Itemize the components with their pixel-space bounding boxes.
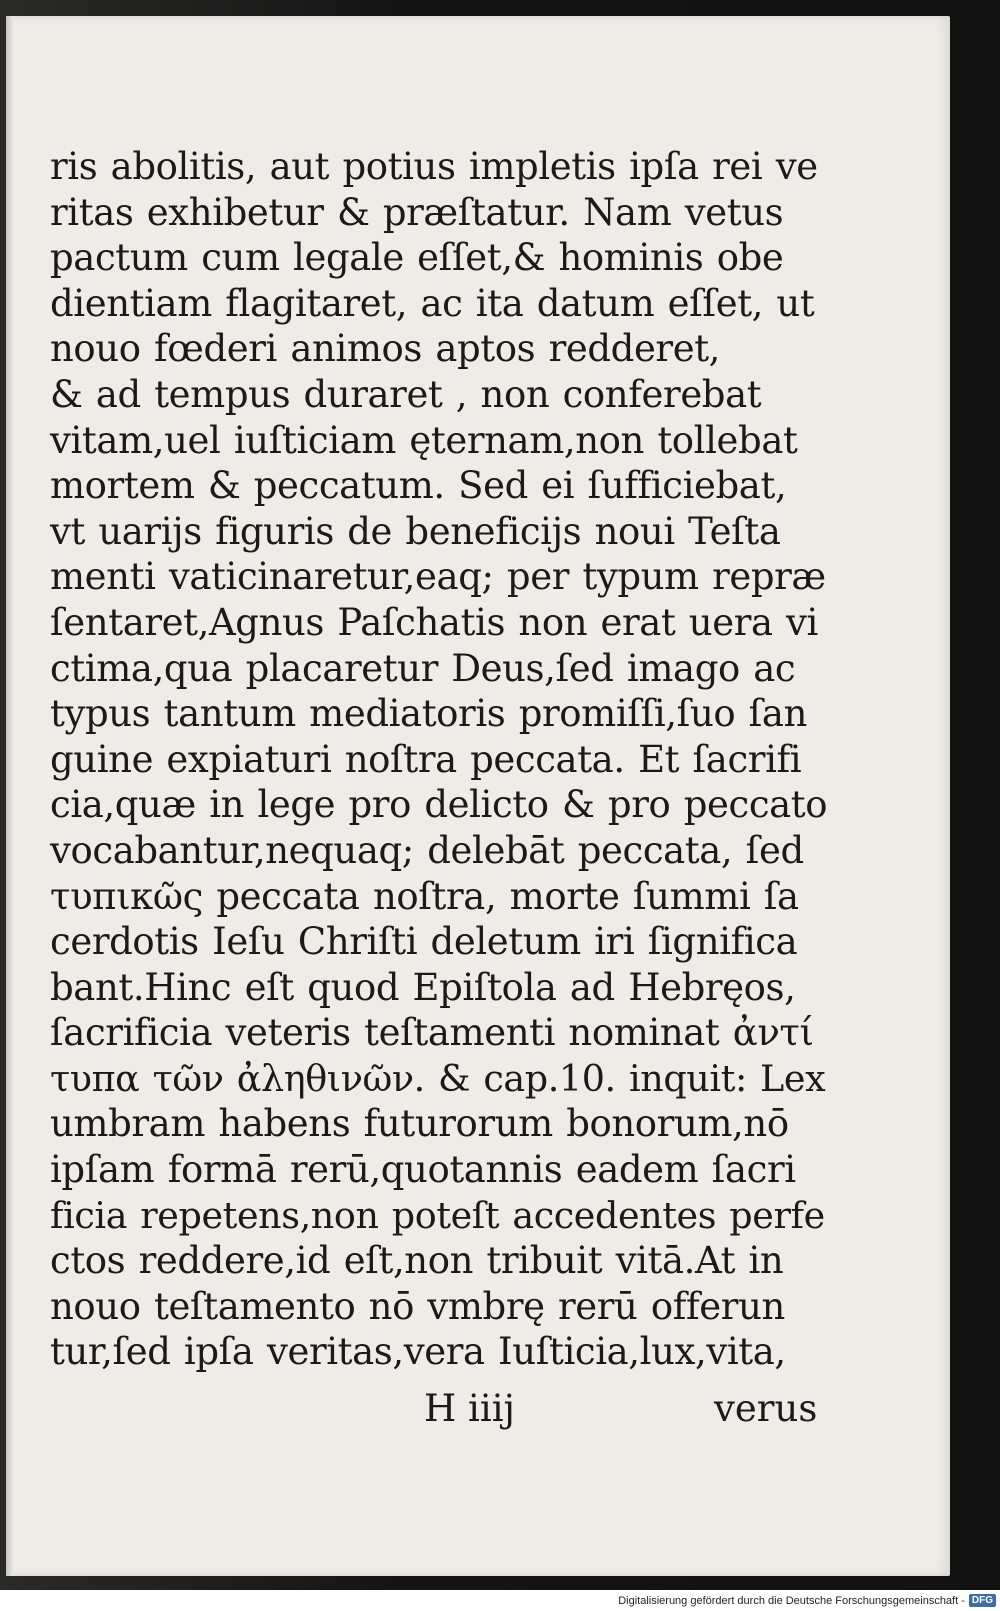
text-line: vocabantur,nequaq; delebāt peccata, ſed xyxy=(50,828,804,872)
text-line: typus tantum mediatoris promiſſi,ſuo ſan xyxy=(50,692,808,736)
footer-text: Digitalisierung gefördert durch die Deutsche Forschungsgemeinschaft - xyxy=(618,1594,965,1607)
text-line: dientiam flagitaret, ac ita datum eſſet, ut xyxy=(50,281,815,325)
page-edge xyxy=(6,16,14,1576)
text-line: bant.Hinc eſt quod Epiſtola ad Hebręos, xyxy=(50,965,796,1009)
dfg-logo: DFG xyxy=(969,1594,996,1607)
text-block xyxy=(50,144,830,1375)
text-line: τυπα τῶν ἀληθινῶν. & cap.10. inquit: Lex xyxy=(50,1056,826,1100)
text-line: ris abolitis, aut potius impletis ipſa rei ve xyxy=(50,145,818,188)
signature-mark: H iiij xyxy=(424,1387,516,1430)
text-line: pactum cum legale eſſet,& hominis obe xyxy=(50,236,784,280)
text-line: cerdotis Ieſu Chriſti deletum iri ſignifica xyxy=(50,920,798,964)
text-line: tur,ſed ipſa veritas,vera Iuſticia,lux,vita, xyxy=(50,1330,786,1374)
text-line: nouo fœderi animos aptos redderet, xyxy=(50,327,721,371)
text-line: τυπικῶς peccata noſtra, morte ſummi ſa xyxy=(50,874,799,918)
text-line: ſacrificia veteris teſtamenti nominat ἀντί xyxy=(50,1011,814,1055)
text-line: ficia repetens,non poteſt accedentes perfe xyxy=(50,1193,825,1237)
text-line: mortem & peccatum. Sed ei ſufficiebat, xyxy=(50,464,787,508)
text-line: vitam,uel iuſticiam ęternam,non tollebat xyxy=(50,418,798,462)
text-line: cia,quæ in lege pro delicto & pro peccato xyxy=(50,783,828,827)
text-line: nouo teſtamento nō vmbrę rerū offerun xyxy=(50,1284,785,1328)
text-line: ctima,qua placaretur Deus,ſed imago ac xyxy=(50,646,796,690)
text-line: ritas exhibetur & præſtatur. Nam vetus xyxy=(50,190,784,234)
book-page xyxy=(6,16,950,1576)
text-line: ipſam formā rerū,quotannis eadem ſacri xyxy=(50,1148,796,1192)
text-line: ctos reddere,id eſt,non tribuit vitā.At in xyxy=(50,1239,784,1283)
text-line: menti vaticinaretur,eaq; per typum repræ xyxy=(50,555,826,599)
text-line: umbram habens futurorum bonorum,nō xyxy=(50,1102,789,1146)
catchword: verus xyxy=(714,1387,818,1430)
digitization-footer xyxy=(0,1590,1000,1611)
page-foot xyxy=(6,1384,950,1434)
text-line: & ad tempus duraret , non conferebat xyxy=(50,372,762,416)
text-line: guine expiaturi noſtra peccata. Et ſacrifi xyxy=(50,737,802,781)
text-line: vt uarijs figuris de beneficijs noui Teſta xyxy=(50,509,781,553)
text-line: ſentaret,Agnus Paſchatis non erat uera vi xyxy=(50,600,818,644)
